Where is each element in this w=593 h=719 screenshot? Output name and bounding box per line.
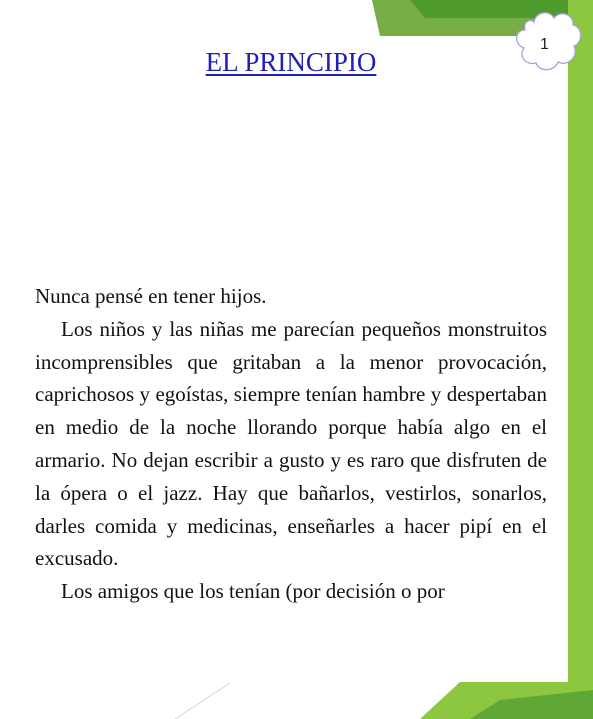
paragraph-1: Nunca pensé en tener hijos. (35, 284, 267, 308)
corner-accent-line (175, 683, 230, 719)
right-green-bar (568, 0, 593, 719)
page-number: 1 (540, 36, 549, 53)
body-text (35, 280, 547, 608)
page-title: EL PRINCIPIO (205, 47, 377, 77)
paragraph-3: Los amigos que los tenían (por decisión o por (61, 579, 445, 604)
paragraph-2: Los niños y las niñas me parecían pequeños monstruitos incomprensibles que gritaban a la menor provocación, caprichosos y egoístas, siempre tenían hambre y despertaban en medio de la noche llorando porque había algo en el armario. No dejan escribir a gusto y es raro que disfruten de la ópera o el jazz. Hay que bañarlos, vestirlos, sonarlos, darles comida y medicinas, enseñarles a hacer pipí en el excusado. (35, 316, 547, 571)
